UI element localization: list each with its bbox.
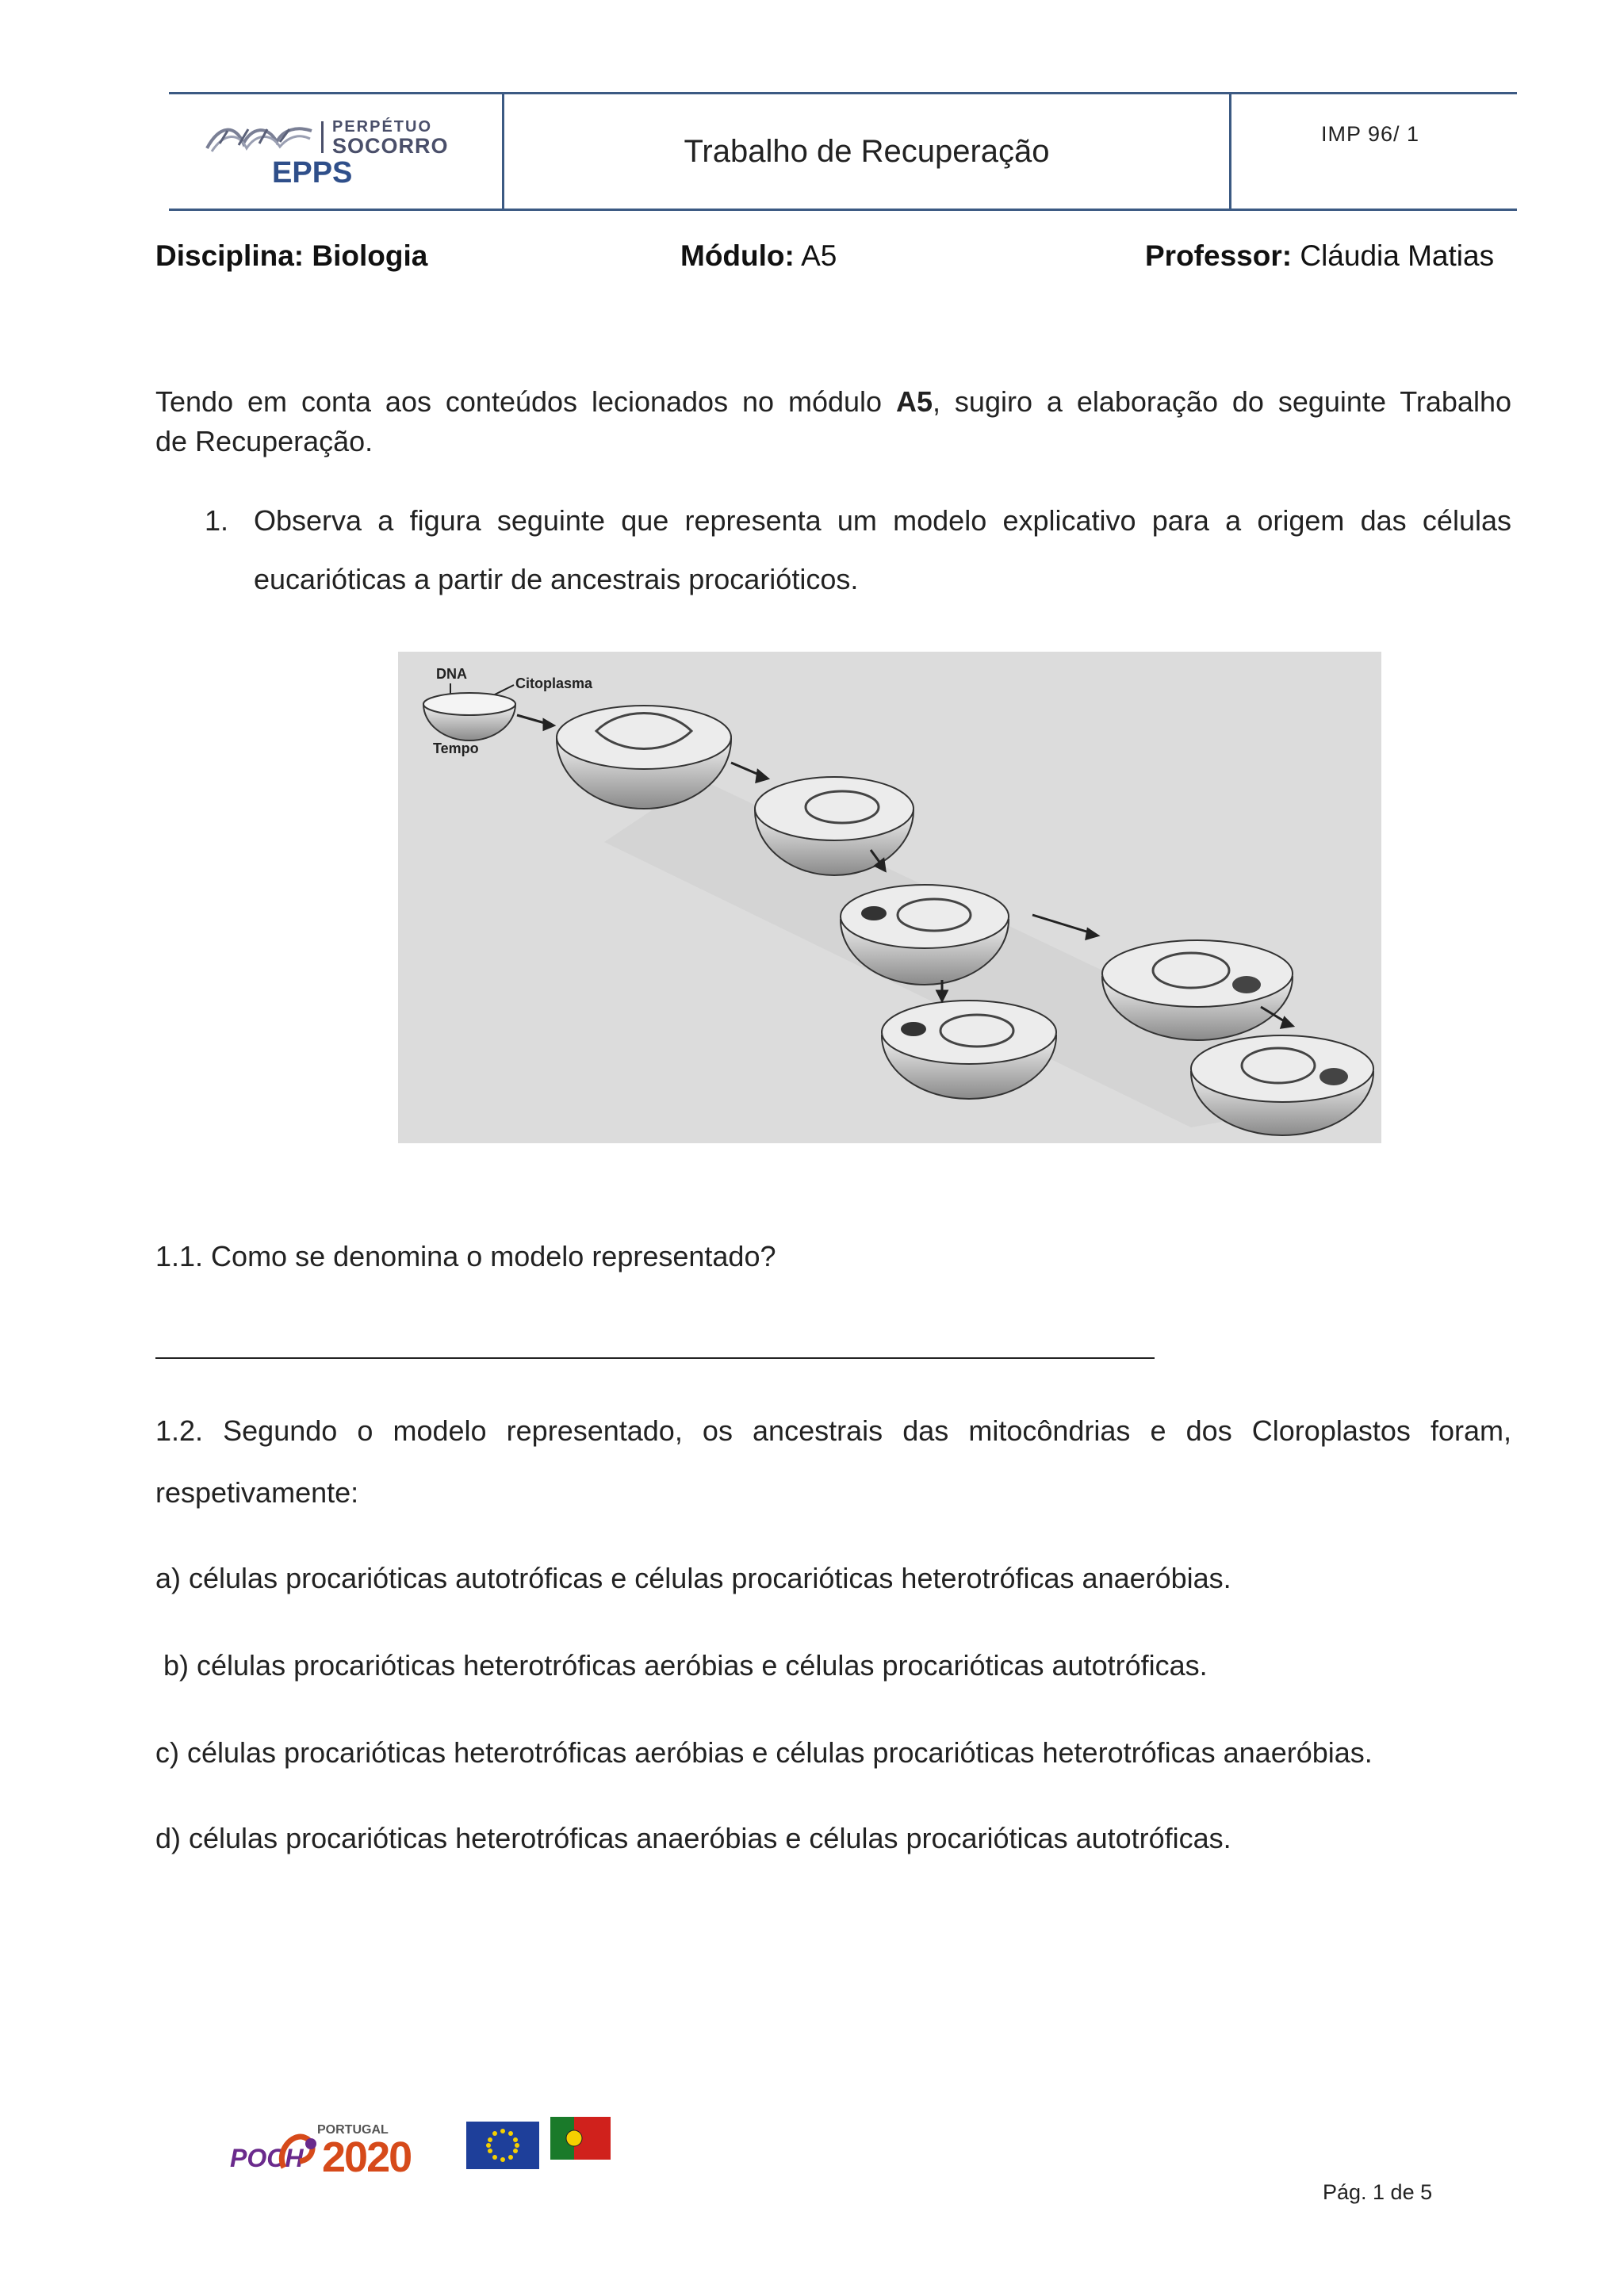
logo-separator — [321, 121, 324, 153]
header-code-cell — [1231, 94, 1517, 209]
label-citoplasma: Citoplasma — [515, 675, 593, 691]
eu-flag-icon — [466, 2122, 539, 2169]
intro-line-1 — [155, 385, 1511, 419]
professor-label: Professor: — [1145, 239, 1293, 272]
professor-value: Cláudia Matias — [1292, 239, 1495, 272]
intro-text-a: Tendo em conta aos conteúdos lecionados no módulo — [155, 385, 896, 418]
header-title-cell — [504, 94, 1231, 209]
document-header — [169, 92, 1517, 211]
intro-text-c: , sugiro a elaboração do seguinte Trabalho — [933, 385, 1511, 418]
poch-logo: POCH — [230, 2144, 304, 2172]
school-logo-swirl-icon — [204, 120, 315, 155]
option-c: c) células procarióticas heterotróficas aeróbias e células procarióticas heterotróficas anaeróbias. — [155, 1736, 1373, 1769]
prokaryote-cell — [423, 693, 515, 740]
professor-field — [1145, 239, 1494, 273]
option-d: d) células procarióticas heterotróficas anaeróbias e células procarióticas autotróficas. — [155, 1822, 1231, 1854]
question-1-2-line-1: 1.2. Segundo o modelo representado, os ancestrais das mitocôndrias e dos Cloroplastos foram, — [155, 1414, 1511, 1447]
logo-text-bottom: SOCORRO — [332, 134, 449, 158]
portugal-2020-year: 2020 — [322, 2133, 412, 2181]
intro-line-2: de Recuperação. — [155, 425, 373, 457]
portugal-flag-icon — [550, 2117, 611, 2168]
module-label: Módulo: — [680, 239, 795, 272]
label-dna: DNA — [436, 666, 467, 682]
endosymbiosis-figure — [398, 652, 1381, 1143]
portugal-label: PORTUGAL — [317, 2123, 389, 2137]
label-tempo: Tempo — [433, 740, 479, 756]
portugal-2020-swirl-icon — [276, 2128, 324, 2175]
module-field — [680, 239, 837, 273]
option-a: a) células procarióticas autotróficas e células procarióticas heterotróficas anaeróbias. — [155, 1562, 1231, 1594]
cell-stage-5a — [882, 1001, 1056, 1099]
discipline-label: Disciplina: Biologia — [155, 239, 428, 272]
page-number: Pág. 1 de 5 — [1323, 2180, 1433, 2204]
school-logo — [169, 94, 504, 209]
document-title: Trabalho de Recuperação — [684, 134, 1050, 169]
question-1-number: 1. — [205, 504, 229, 537]
logo-text-top: PERPÉTUO — [332, 118, 433, 136]
question-1-1: 1.1. Como se denomina o modelo representado? — [155, 1240, 776, 1272]
question-1-2-line-2: respetivamente: — [155, 1476, 359, 1509]
question-1-line-2: eucarióticas a partir de ancestrais procarióticos. — [254, 563, 859, 595]
funding-logos — [228, 2117, 641, 2180]
module-value: A5 — [794, 239, 837, 272]
logo-epps: EPPS — [272, 156, 353, 189]
document-code: IMP 96/ 1 — [1321, 122, 1420, 146]
intro-module-bold: A5 — [895, 385, 933, 418]
answer-line[interactable] — [155, 1357, 1155, 1359]
endosymbiosis-illustration — [398, 652, 1381, 1143]
option-b: b) células procarióticas heterotróficas aeróbias e células procarióticas autotróficas. — [163, 1649, 1208, 1682]
question-1-line-1: Observa a figura seguinte que representa um modelo explicativo para a origem das células — [254, 504, 1511, 537]
discipline-field — [155, 239, 427, 273]
